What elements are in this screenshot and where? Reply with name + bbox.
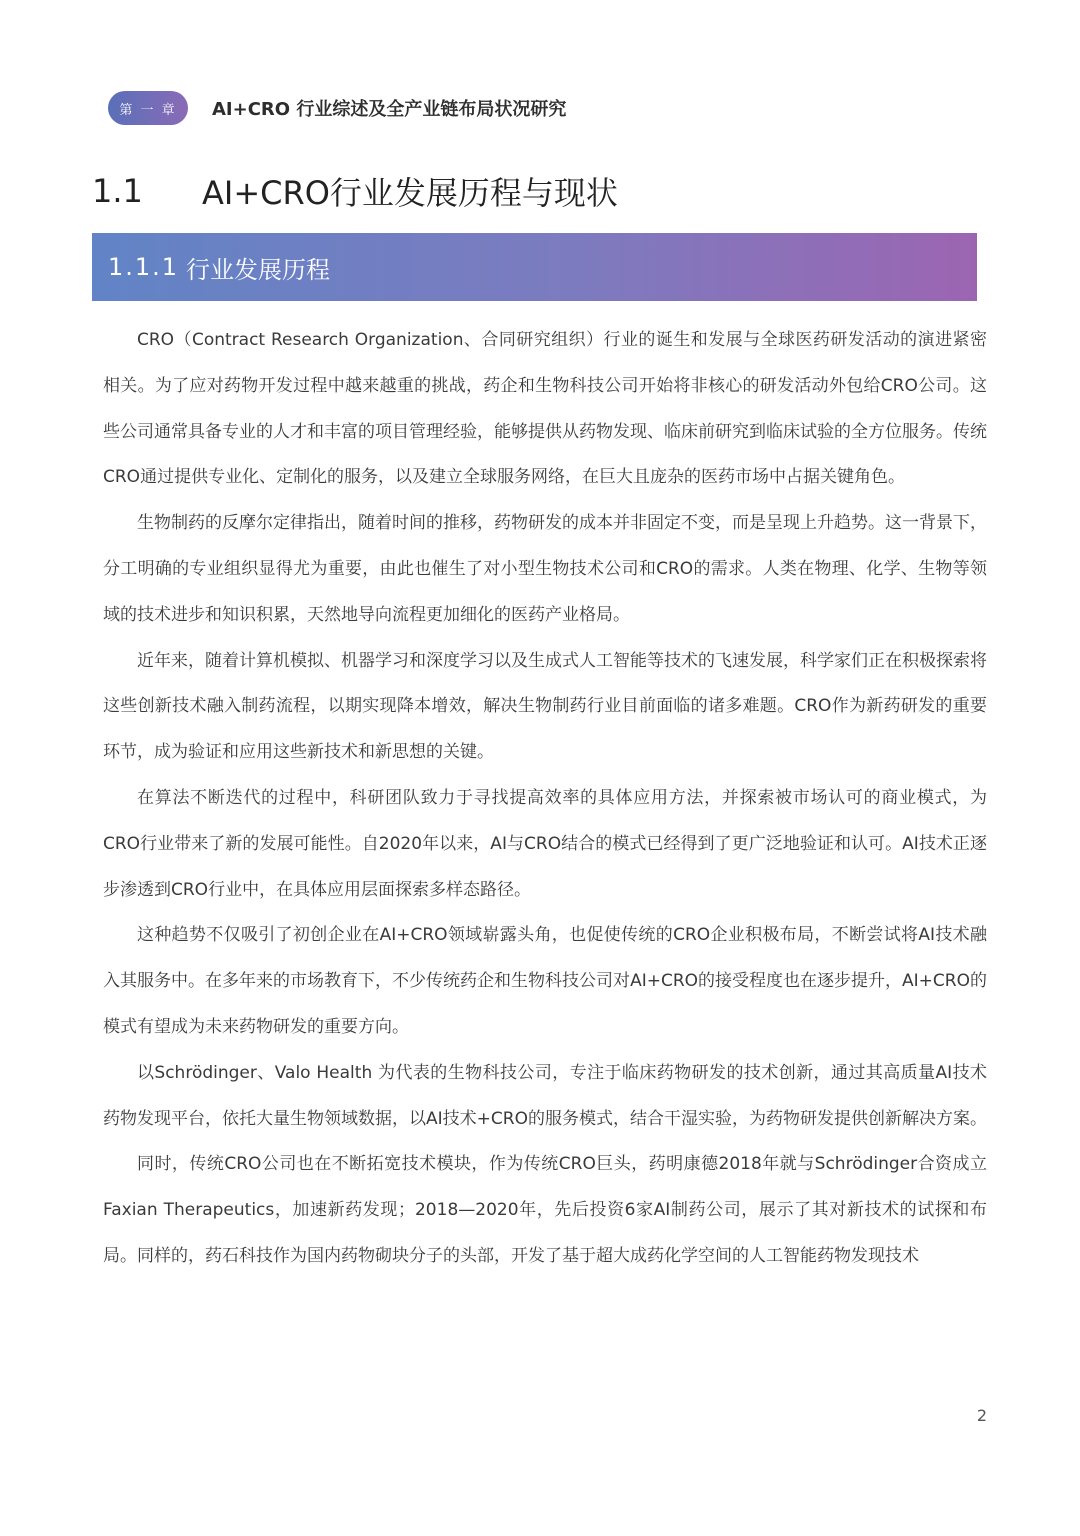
- paragraph: 同时，传统CRO公司也在不断拓宽技术模块，作为传统CRO巨头，药明康德2018年就与Schrödinger合资成立Faxian Therapeutics，加速新药发现；2018—2020年，先后投资6家AI制药公司，展示了其对新技术的试探和布局。同样的，药石科技作为国内药物砌块分子的头部，开发了基于超大成药化学空间的人工智能药物发现技术: [103, 1154, 987, 1266]
- section-heading: [92, 168, 618, 214]
- chapter-header: [108, 90, 566, 126]
- page-number: 2: [976, 1406, 987, 1425]
- subsection-number: 1.1.1: [108, 253, 180, 281]
- chapter-title: AI+CRO 行业综述及全产业链布局状况研究: [212, 99, 567, 120]
- chapter-badge: 第 一 章: [108, 91, 188, 125]
- section-title: AI+CRO行业发展历程与现状: [202, 174, 618, 212]
- paragraph: 近年来，随着计算机模拟、机器学习和深度学习以及生成式人工智能等技术的飞速发展，科学家们正在积极探索将这些创新技术融入制药流程，以期实现降本增效，解决生物制药行业目前面临的诸多难题。CRO作为新药研发的重要环节，成为验证和应用这些新技术和新思想的关键。: [103, 650, 987, 763]
- body-text: [103, 318, 987, 1280]
- paragraph: CRO（Contract Research Organization、合同研究组织）行业的诞生和发展与全球医药研发活动的演进紧密相关。为了应对药物开发过程中越来越重的挑战，药企和生物科技公司开始将非核心的研发活动外包给CRO公司。这些公司通常具备专业的人才和丰富的项目管理经验，能够提供从药物发现、临床前研究到临床试验的全方位服务。传统CRO通过提供专业化、定制化的服务，以及建立全球服务网络，在巨大且庞杂的医药市场中占据关键角色。: [103, 330, 987, 488]
- section-number: 1.1: [92, 172, 143, 210]
- paragraph: 生物制药的反摩尔定律指出，随着时间的推移，药物研发的成本并非固定不变，而是呈现上升趋势。这一背景下，分工明确的专业组织显得尤为重要，由此也催生了对小型生物技术公司和CRO的需求。人类在物理、化学、生物等领域的技术进步和知识积累，天然地导向流程更加细化的医药产业格局。: [103, 513, 987, 625]
- paragraph: 以Schrödinger、Valo Health 为代表的生物科技公司，专注于临床药物研发的技术创新，通过其高质量AI技术药物发现平台，依托大量生物领域数据，以AI技术+CRO的服务模式，结合干湿实验，为药物研发提供创新解决方案。: [103, 1062, 987, 1129]
- paragraph: 在算法不断迭代的过程中，科研团队致力于寻找提高效率的具体应用方法，并探索被市场认可的商业模式，为CRO行业带来了新的发展可能性。自2020年以来，AI与CRO结合的模式已经得到了更广泛地验证和认可。AI技术正逐步渗透到CRO行业中，在具体应用层面探索多样态路径。: [103, 787, 987, 900]
- subsection-title: 行业发展历程: [186, 255, 330, 284]
- subsection-heading-bar: [92, 233, 977, 301]
- paragraph: 这种趋势不仅吸引了初创企业在AI+CRO领域崭露头角，也促使传统的CRO企业积极布局，不断尝试将AI技术融入其服务中。在多年来的市场教育下，不少传统药企和生物科技公司对AI+CRO的接受程度也在逐步提升，AI+CRO的模式有望成为未来药物研发的重要方向。: [103, 925, 987, 1037]
